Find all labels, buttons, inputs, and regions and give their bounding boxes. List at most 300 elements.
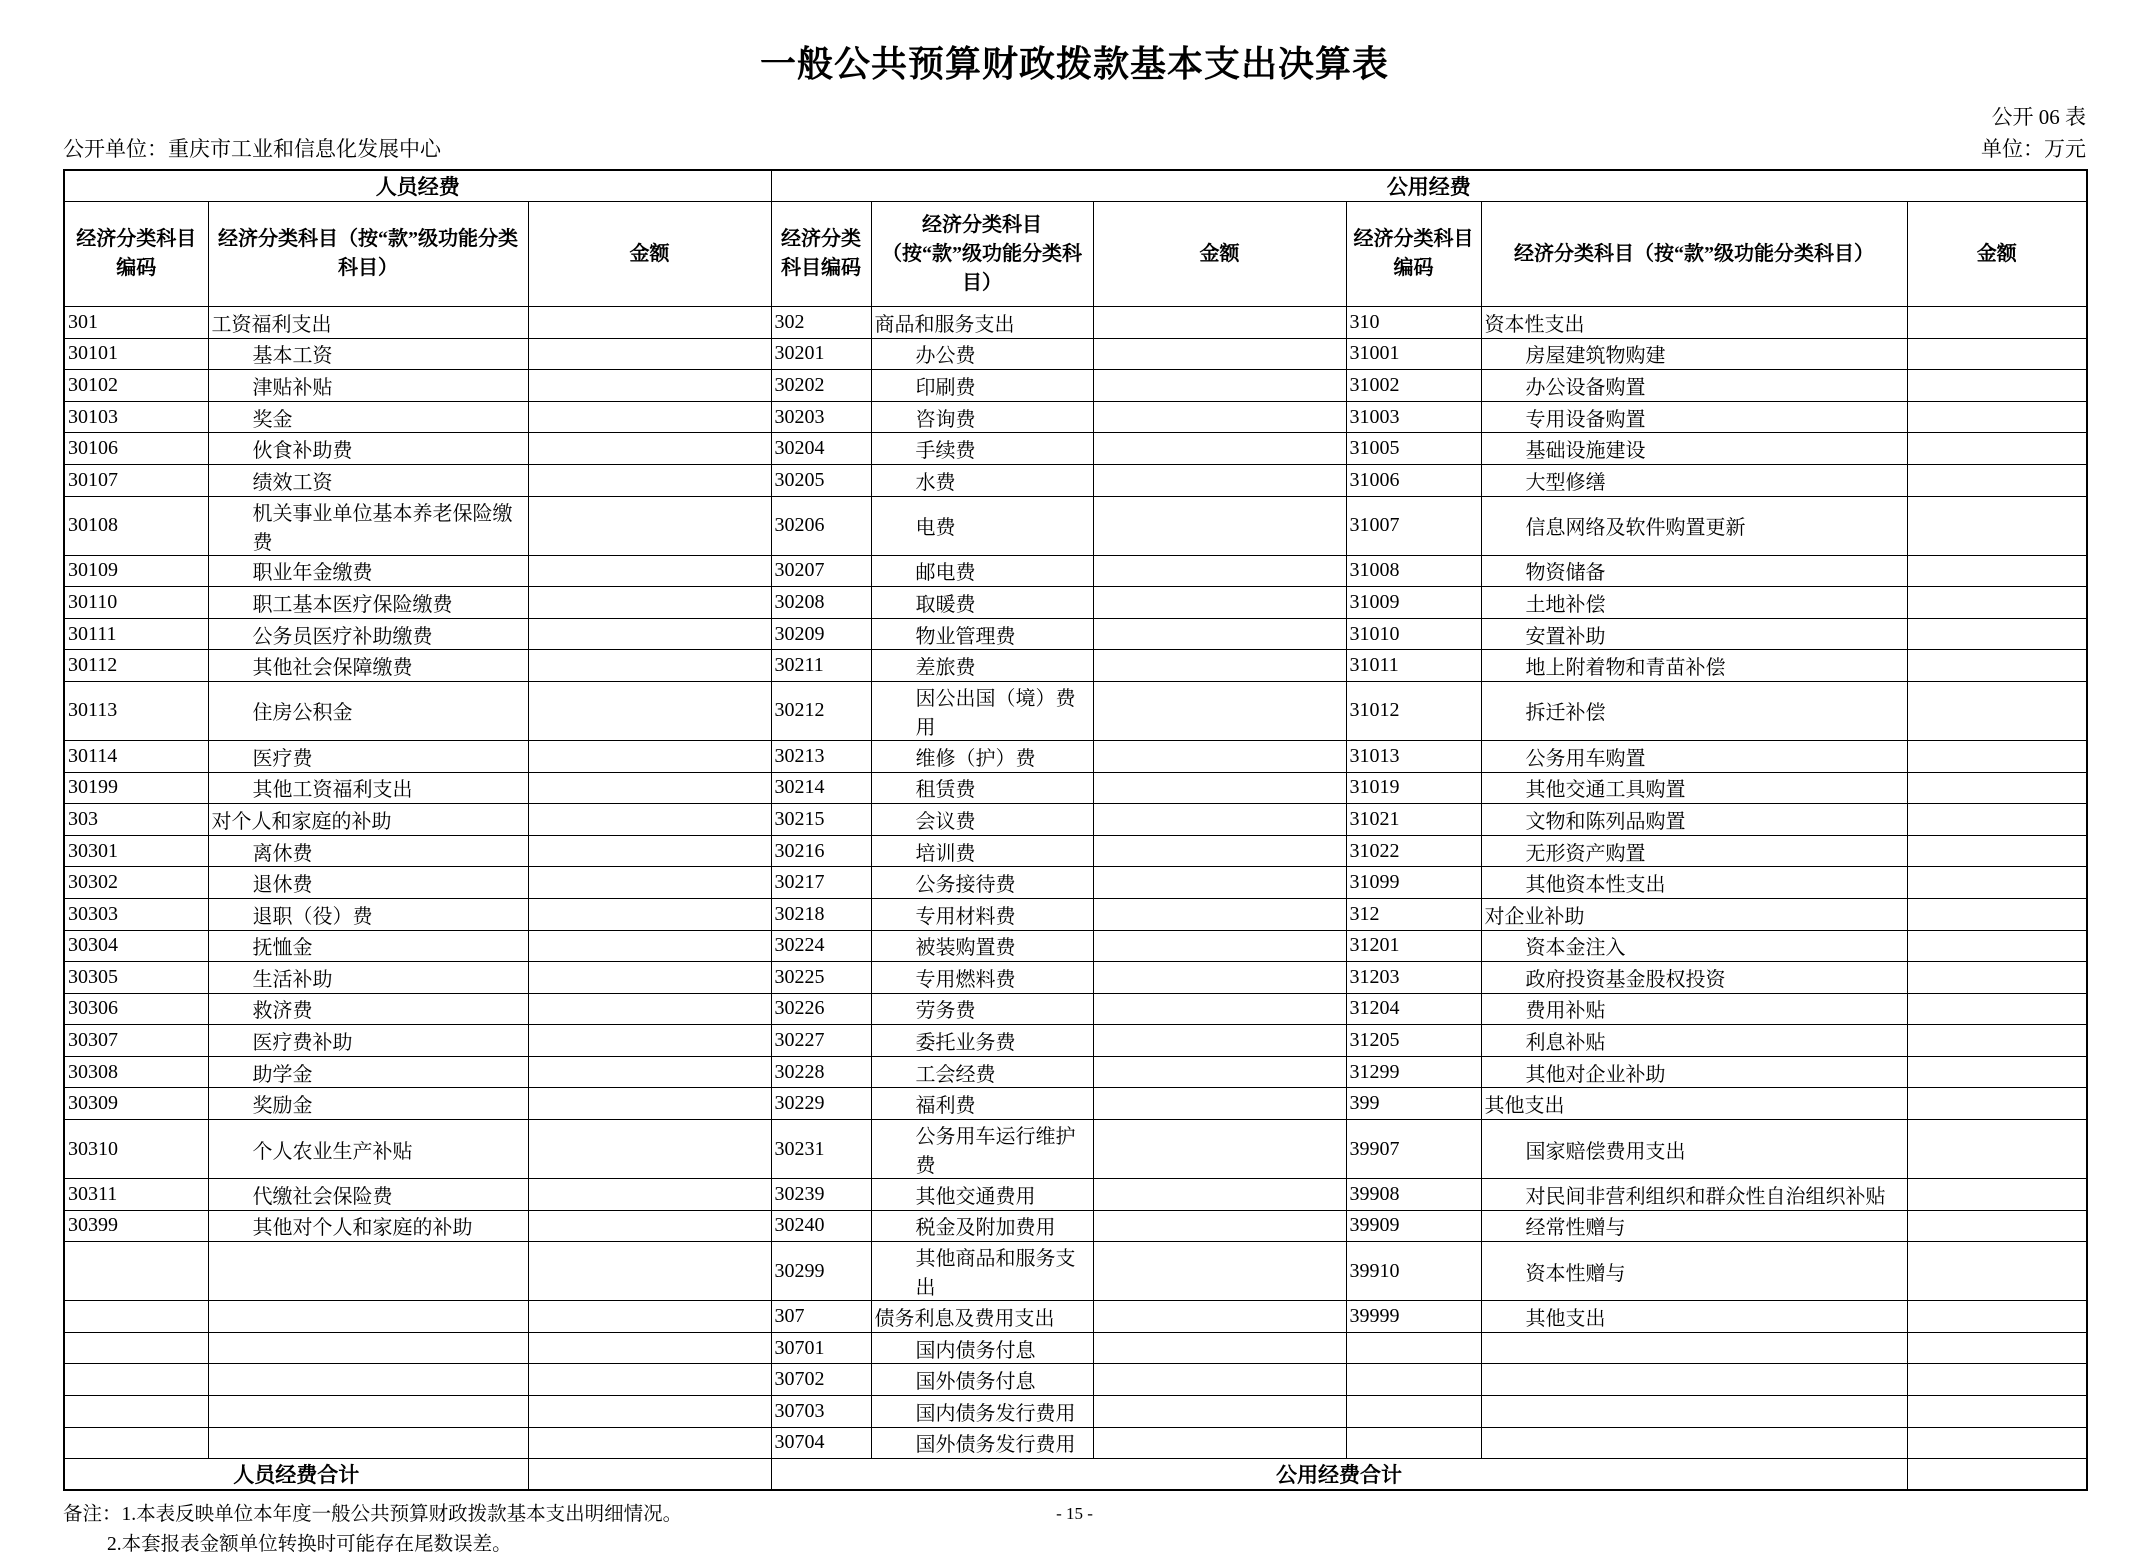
- group-header-personnel: 人员经费: [64, 170, 771, 202]
- name-cell: 其他对个人和家庭的补助: [208, 1210, 528, 1242]
- name-cell: 被装购置费: [871, 930, 1093, 962]
- name-cell: [208, 1396, 528, 1428]
- code-cell: 31099: [1346, 867, 1481, 899]
- code-cell: 30216: [771, 835, 871, 867]
- table-row: [64, 1396, 2087, 1428]
- table-row: [64, 555, 2087, 587]
- name-cell: 医疗费: [208, 740, 528, 772]
- table-row: [64, 1332, 2087, 1364]
- amount-cell: [528, 618, 771, 650]
- col-header-subject-2: 经济分类科目（按“款”级功能分类科目）: [871, 202, 1093, 307]
- code-cell: 30225: [771, 962, 871, 994]
- name-cell: 基础设施建设: [1481, 433, 1907, 465]
- amount-cell: [1093, 1242, 1346, 1301]
- name-cell: 国外债务发行费用: [871, 1427, 1093, 1459]
- amount-cell: [528, 1396, 771, 1428]
- amount-cell: [1093, 1088, 1346, 1120]
- code-cell: 39909: [1346, 1210, 1481, 1242]
- col-header-amount-2: 金额: [1093, 202, 1346, 307]
- amount-cell: [1093, 681, 1346, 740]
- table-row: [64, 338, 2087, 370]
- amount-cell: [528, 993, 771, 1025]
- name-cell: 办公费: [871, 338, 1093, 370]
- code-cell: 31019: [1346, 772, 1481, 804]
- code-cell: 31021: [1346, 804, 1481, 836]
- name-cell: 差旅费: [871, 650, 1093, 682]
- table-row: [64, 650, 2087, 682]
- code-cell: 30307: [64, 1025, 208, 1057]
- amount-cell: [528, 1332, 771, 1364]
- name-cell: 其他对企业补助: [1481, 1056, 1907, 1088]
- code-cell: 303: [64, 804, 208, 836]
- name-cell: 其他交通费用: [871, 1179, 1093, 1211]
- amount-cell: [1907, 587, 2087, 619]
- name-cell: 无形资产购置: [1481, 835, 1907, 867]
- amount-cell: [1907, 464, 2087, 496]
- amount-cell: [1907, 433, 2087, 465]
- table-row: [64, 930, 2087, 962]
- name-cell: 离休费: [208, 835, 528, 867]
- code-cell: 31005: [1346, 433, 1481, 465]
- code-cell: 30211: [771, 650, 871, 682]
- amount-cell: [1907, 962, 2087, 994]
- amount-cell: [1907, 1427, 2087, 1459]
- name-cell: 助学金: [208, 1056, 528, 1088]
- note-line-2: 2.本套报表金额单位转换时可能存在尾数误差。: [107, 1534, 512, 1556]
- amount-cell: [1907, 930, 2087, 962]
- amount-cell: [1907, 1332, 2087, 1364]
- name-cell: 维修（护）费: [871, 740, 1093, 772]
- code-cell: 30228: [771, 1056, 871, 1088]
- table-footer-row: [64, 1459, 2087, 1491]
- code-cell: [1346, 1332, 1481, 1364]
- name-cell: 政府投资基金股权投资: [1481, 962, 1907, 994]
- name-cell: 专用燃料费: [871, 962, 1093, 994]
- amount-cell: [1907, 1088, 2087, 1120]
- code-cell: 31006: [1346, 464, 1481, 496]
- amount-cell: [528, 867, 771, 899]
- name-cell: [208, 1332, 528, 1364]
- name-cell: [208, 1364, 528, 1396]
- name-cell: 经常性赠与: [1481, 1210, 1907, 1242]
- name-cell: 资本性支出: [1481, 307, 1907, 339]
- code-cell: 31003: [1346, 401, 1481, 433]
- name-cell: 国内债务付息: [871, 1332, 1093, 1364]
- amount-cell: [528, 962, 771, 994]
- code-cell: [64, 1396, 208, 1428]
- code-cell: 31299: [1346, 1056, 1481, 1088]
- name-cell: [1481, 1332, 1907, 1364]
- table-row: [64, 1210, 2087, 1242]
- col-header-code-2: 经济分类科目编码: [771, 202, 871, 307]
- name-cell: 培训费: [871, 835, 1093, 867]
- col-header-subject-1: 经济分类科目（按“款”级功能分类科目）: [208, 202, 528, 307]
- code-cell: 31009: [1346, 587, 1481, 619]
- code-cell: 30299: [771, 1242, 871, 1301]
- name-cell: 拆迁补偿: [1481, 681, 1907, 740]
- table-row: [64, 772, 2087, 804]
- name-cell: 手续费: [871, 433, 1093, 465]
- code-cell: 39907: [1346, 1120, 1481, 1179]
- table-row: [64, 898, 2087, 930]
- name-cell: 退休费: [208, 867, 528, 899]
- amount-cell: [1907, 681, 2087, 740]
- code-cell: 31205: [1346, 1025, 1481, 1057]
- amount-cell: [528, 740, 771, 772]
- amount-cell: [528, 555, 771, 587]
- name-cell: 其他工资福利支出: [208, 772, 528, 804]
- amount-cell: [1907, 835, 2087, 867]
- unit-of-measure: 单位：万元: [1981, 137, 2086, 161]
- code-cell: 30209: [771, 618, 871, 650]
- name-cell: [208, 1242, 528, 1301]
- name-cell: 租赁费: [871, 772, 1093, 804]
- code-cell: 31001: [1346, 338, 1481, 370]
- name-cell: 津贴补贴: [208, 370, 528, 402]
- name-cell: 电费: [871, 496, 1093, 555]
- name-cell: 基本工资: [208, 338, 528, 370]
- code-cell: 30199: [64, 772, 208, 804]
- page-title: 一般公共预算财政拨款基本支出决算表: [759, 43, 1389, 84]
- amount-cell: [1093, 962, 1346, 994]
- form-number: 公开 06 表: [1991, 105, 2086, 129]
- amount-cell: [528, 307, 771, 339]
- name-cell: 职业年金缴费: [208, 555, 528, 587]
- amount-cell: [1093, 1427, 1346, 1459]
- name-cell: 其他社会保障缴费: [208, 650, 528, 682]
- code-cell: 31022: [1346, 835, 1481, 867]
- amount-cell: [528, 804, 771, 836]
- code-cell: 30305: [64, 962, 208, 994]
- name-cell: 对个人和家庭的补助: [208, 804, 528, 836]
- name-cell: 退职（役）费: [208, 898, 528, 930]
- name-cell: 机关事业单位基本养老保险缴费: [208, 496, 528, 555]
- code-cell: 30114: [64, 740, 208, 772]
- name-cell: 公务员医疗补助缴费: [208, 618, 528, 650]
- code-cell: 30311: [64, 1179, 208, 1211]
- name-cell: 因公出国（境）费用: [871, 681, 1093, 740]
- name-cell: 资本金注入: [1481, 930, 1907, 962]
- code-cell: 301: [64, 307, 208, 339]
- amount-cell: [1907, 555, 2087, 587]
- name-cell: 工会经费: [871, 1056, 1093, 1088]
- publishing-unit: 公开单位：重庆市工业和信息化发展中心: [63, 137, 441, 161]
- name-cell: 信息网络及软件购置更新: [1481, 496, 1907, 555]
- amount-cell: [1907, 650, 2087, 682]
- code-cell: 31008: [1346, 555, 1481, 587]
- amount-cell: [1907, 307, 2087, 339]
- code-cell: 30399: [64, 1210, 208, 1242]
- code-cell: 30207: [771, 555, 871, 587]
- name-cell: [208, 1301, 528, 1333]
- name-cell: 救济费: [208, 993, 528, 1025]
- amount-cell: [1907, 401, 2087, 433]
- amount-cell: [1907, 898, 2087, 930]
- code-cell: 30208: [771, 587, 871, 619]
- amount-cell: [528, 1210, 771, 1242]
- amount-cell: [1093, 618, 1346, 650]
- amount-cell: [528, 496, 771, 555]
- code-cell: 30304: [64, 930, 208, 962]
- amount-cell: [528, 681, 771, 740]
- name-cell: 生活补助: [208, 962, 528, 994]
- name-cell: 劳务费: [871, 993, 1093, 1025]
- table-row: [64, 401, 2087, 433]
- code-cell: 31002: [1346, 370, 1481, 402]
- amount-cell: [1907, 1120, 2087, 1179]
- name-cell: 公务用车购置: [1481, 740, 1907, 772]
- group-header-public: 公用经费: [771, 170, 2087, 202]
- name-cell: 利息补贴: [1481, 1025, 1907, 1057]
- amount-cell: [1093, 772, 1346, 804]
- meta-row: [63, 133, 2086, 163]
- name-cell: 资本性赠与: [1481, 1242, 1907, 1301]
- amount-cell: [1907, 772, 2087, 804]
- code-cell: 30309: [64, 1088, 208, 1120]
- code-cell: [64, 1332, 208, 1364]
- code-cell: 30103: [64, 401, 208, 433]
- table-row: [64, 993, 2087, 1025]
- code-cell: [64, 1427, 208, 1459]
- table-row: [64, 1025, 2087, 1057]
- code-cell: 30301: [64, 835, 208, 867]
- amount-cell: [528, 1120, 771, 1179]
- code-cell: 30229: [771, 1088, 871, 1120]
- table-row: [64, 1088, 2087, 1120]
- table-row: [64, 740, 2087, 772]
- name-cell: 其他商品和服务支出: [871, 1242, 1093, 1301]
- amount-cell: [1093, 1396, 1346, 1428]
- code-cell: 30214: [771, 772, 871, 804]
- code-cell: 30204: [771, 433, 871, 465]
- name-cell: 印刷费: [871, 370, 1093, 402]
- amount-cell: [1093, 1179, 1346, 1211]
- name-cell: 咨询费: [871, 401, 1093, 433]
- name-cell: 绩效工资: [208, 464, 528, 496]
- code-cell: 30231: [771, 1120, 871, 1179]
- amount-cell: [1093, 464, 1346, 496]
- name-cell: 委托业务费: [871, 1025, 1093, 1057]
- code-cell: 39908: [1346, 1179, 1481, 1211]
- table-row: [64, 962, 2087, 994]
- amount-cell: [1907, 867, 2087, 899]
- name-cell: 土地补偿: [1481, 587, 1907, 619]
- code-cell: 30215: [771, 804, 871, 836]
- code-cell: 30203: [771, 401, 871, 433]
- amount-cell: [1093, 1301, 1346, 1333]
- amount-cell: [528, 1179, 771, 1211]
- name-cell: 水费: [871, 464, 1093, 496]
- note-line-1: 备注：1.本表反映单位本年度一般公共预算财政拨款基本支出明细情况。: [63, 1504, 683, 1526]
- table-row: [64, 1179, 2087, 1211]
- name-cell: 取暖费: [871, 587, 1093, 619]
- amount-cell: [528, 338, 771, 370]
- code-cell: 30206: [771, 496, 871, 555]
- code-cell: 302: [771, 307, 871, 339]
- table-row: [64, 1242, 2087, 1301]
- table-row: [64, 1364, 2087, 1396]
- code-cell: 31204: [1346, 993, 1481, 1025]
- col-header-code-3: 经济分类科目编码: [1346, 202, 1481, 307]
- amount-cell: [528, 898, 771, 930]
- name-cell: 其他支出: [1481, 1088, 1907, 1120]
- name-cell: [208, 1427, 528, 1459]
- table-row: [64, 835, 2087, 867]
- amount-cell: [1093, 1056, 1346, 1088]
- amount-cell: [1907, 496, 2087, 555]
- code-cell: 31010: [1346, 618, 1481, 650]
- name-cell: 商品和服务支出: [871, 307, 1093, 339]
- code-cell: 30227: [771, 1025, 871, 1057]
- code-cell: 39999: [1346, 1301, 1481, 1333]
- amount-cell: [528, 401, 771, 433]
- name-cell: 职工基本医疗保险缴费: [208, 587, 528, 619]
- name-cell: 费用补贴: [1481, 993, 1907, 1025]
- amount-cell: [528, 1301, 771, 1333]
- code-cell: [1346, 1396, 1481, 1428]
- code-cell: 30112: [64, 650, 208, 682]
- table-row: [64, 1427, 2087, 1459]
- table-row: [64, 1120, 2087, 1179]
- table-row: [64, 804, 2087, 836]
- code-cell: 310: [1346, 307, 1481, 339]
- name-cell: 安置补助: [1481, 618, 1907, 650]
- amount-cell: [1907, 804, 2087, 836]
- amount-cell: [528, 650, 771, 682]
- name-cell: 税金及附加费用: [871, 1210, 1093, 1242]
- code-cell: 30217: [771, 867, 871, 899]
- name-cell: 会议费: [871, 804, 1093, 836]
- amount-cell: [528, 370, 771, 402]
- code-cell: 30226: [771, 993, 871, 1025]
- code-cell: 30201: [771, 338, 871, 370]
- amount-cell: [1093, 1120, 1346, 1179]
- code-cell: [1346, 1427, 1481, 1459]
- name-cell: 伙食补助费: [208, 433, 528, 465]
- table-row: [64, 1056, 2087, 1088]
- amount-cell: [1093, 835, 1346, 867]
- code-cell: 31012: [1346, 681, 1481, 740]
- amount-cell: [1093, 370, 1346, 402]
- budget-table: [63, 169, 2088, 1491]
- code-cell: 30102: [64, 370, 208, 402]
- amount-cell: [1907, 1242, 2087, 1301]
- code-cell: 30106: [64, 433, 208, 465]
- name-cell: 个人农业生产补贴: [208, 1120, 528, 1179]
- public-total-label: 公用经费合计: [771, 1459, 1907, 1491]
- code-cell: 31201: [1346, 930, 1481, 962]
- amount-cell: [1093, 496, 1346, 555]
- amount-cell: [528, 1242, 771, 1301]
- amount-cell: [1093, 587, 1346, 619]
- page: [0, 36, 2149, 1561]
- amount-cell: [1093, 804, 1346, 836]
- name-cell: 专用设备购置: [1481, 401, 1907, 433]
- code-cell: 30110: [64, 587, 208, 619]
- amount-cell: [1907, 370, 2087, 402]
- amount-cell: [1093, 307, 1346, 339]
- name-cell: 住房公积金: [208, 681, 528, 740]
- code-cell: [64, 1364, 208, 1396]
- code-cell: 30224: [771, 930, 871, 962]
- name-cell: 对企业补助: [1481, 898, 1907, 930]
- code-cell: 30111: [64, 618, 208, 650]
- name-cell: 物资储备: [1481, 555, 1907, 587]
- name-cell: [1481, 1396, 1907, 1428]
- amount-cell: [528, 772, 771, 804]
- code-cell: 30302: [64, 867, 208, 899]
- table-row: [64, 618, 2087, 650]
- amount-cell: [528, 930, 771, 962]
- name-cell: [1481, 1427, 1907, 1459]
- public-total-amount: [1907, 1459, 2087, 1491]
- table-row: [64, 867, 2087, 899]
- amount-cell: [1093, 338, 1346, 370]
- name-cell: 大型修缮: [1481, 464, 1907, 496]
- code-cell: [1346, 1364, 1481, 1396]
- name-cell: [1481, 1364, 1907, 1396]
- table-row: [64, 681, 2087, 740]
- amount-cell: [528, 1056, 771, 1088]
- code-cell: 31203: [1346, 962, 1481, 994]
- name-cell: 代缴社会保险费: [208, 1179, 528, 1211]
- table-row: [64, 464, 2087, 496]
- table-row: [64, 496, 2087, 555]
- amount-cell: [1093, 1332, 1346, 1364]
- name-cell: 房屋建筑物购建: [1481, 338, 1907, 370]
- code-cell: 30306: [64, 993, 208, 1025]
- amount-cell: [1907, 993, 2087, 1025]
- table-body: [64, 307, 2087, 1459]
- name-cell: 物业管理费: [871, 618, 1093, 650]
- amount-cell: [528, 1427, 771, 1459]
- name-cell: 国外债务付息: [871, 1364, 1093, 1396]
- amount-cell: [1093, 993, 1346, 1025]
- amount-cell: [1907, 1056, 2087, 1088]
- amount-cell: [1907, 1210, 2087, 1242]
- name-cell: 其他交通工具购置: [1481, 772, 1907, 804]
- code-cell: 30240: [771, 1210, 871, 1242]
- name-cell: 办公设备购置: [1481, 370, 1907, 402]
- code-cell: [64, 1242, 208, 1301]
- name-cell: 对民间非营利组织和群众性自治组织补贴: [1481, 1179, 1907, 1211]
- amount-cell: [528, 1025, 771, 1057]
- amount-cell: [1907, 338, 2087, 370]
- amount-cell: [1093, 1025, 1346, 1057]
- amount-cell: [1907, 618, 2087, 650]
- code-cell: 30701: [771, 1332, 871, 1364]
- amount-cell: [1093, 401, 1346, 433]
- amount-cell: [1093, 650, 1346, 682]
- code-cell: 312: [1346, 898, 1481, 930]
- name-cell: 公务用车运行维护费: [871, 1120, 1093, 1179]
- amount-cell: [1907, 1179, 2087, 1211]
- amount-cell: [1093, 898, 1346, 930]
- code-cell: 30239: [771, 1179, 871, 1211]
- name-cell: 其他资本性支出: [1481, 867, 1907, 899]
- code-cell: 30109: [64, 555, 208, 587]
- code-cell: 31011: [1346, 650, 1481, 682]
- name-cell: 专用材料费: [871, 898, 1093, 930]
- name-cell: 国家赔偿费用支出: [1481, 1120, 1907, 1179]
- name-cell: 地上附着物和青苗补偿: [1481, 650, 1907, 682]
- amount-cell: [1093, 740, 1346, 772]
- name-cell: 医疗费补助: [208, 1025, 528, 1057]
- name-cell: 债务利息及费用支出: [871, 1301, 1093, 1333]
- name-cell: 抚恤金: [208, 930, 528, 962]
- group-header-row: [64, 170, 2087, 202]
- code-cell: 30702: [771, 1364, 871, 1396]
